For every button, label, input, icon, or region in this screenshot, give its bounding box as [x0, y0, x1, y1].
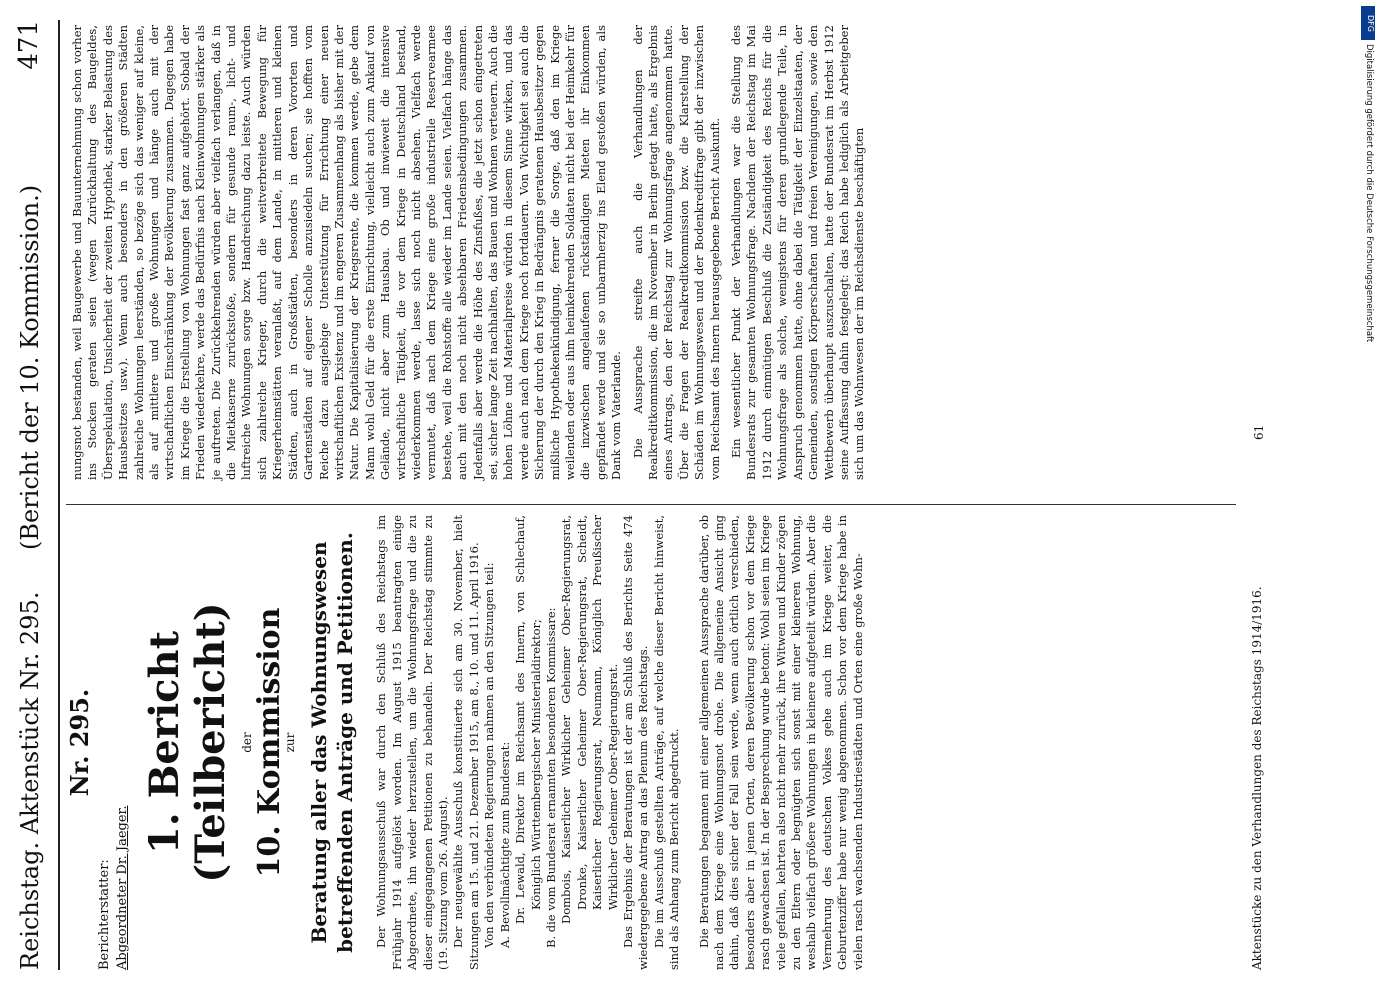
reporter-name: Abgeordneter Dr. Jaeger.	[114, 805, 130, 970]
signature-mark: 61	[1252, 424, 1266, 440]
title-der: der	[240, 732, 255, 753]
reporter-label: Berichterstatter:	[97, 859, 113, 970]
paragraph: Die im Ausschuß gestellten Anträge, auf welche dieser Bericht hinweist, sind als Anhang zum Bericht abgedruckt.	[651, 515, 682, 970]
report-title: 1. Bericht (Teilbericht)	[141, 602, 235, 883]
left-column	[65, 515, 866, 970]
document-number: Nr. 295.	[65, 688, 94, 797]
header-rule	[58, 20, 60, 970]
page-footer: Aktenstücke zu den Verhandlungen des Reichstags 1914/1916.	[1250, 586, 1264, 970]
list-item-b-label: B. die vom Bundesrat ernannten besonderen Kommissare:	[543, 607, 558, 948]
page-number: 471	[14, 20, 44, 70]
title-zur: zur	[283, 732, 298, 753]
commission-title: 10. Kommission	[251, 607, 287, 878]
column-divider	[66, 504, 1236, 505]
paragraph: Das Ergebnis der Beratungen ist der am Schluß des Berichts Seite 474 wiedergegebene Antrag an das Plenum des Reichstags.	[620, 515, 651, 970]
paragraph: Ein wesentlicher Punkt der Verhandlungen war die Stellung des Bundesrats zur gesamten Wohnungsfrage. Nachdem der Reichstag im Mai 1912 durch einmütigen Beschluß die Zuständigkeit des Reichs für die Wohnungsfrage als solche, wenigstens für deren grundlegende Teile, in Anspruch genommen hatte, ohne dabei die Tätigkeit der Einzelstaaten, der Gemeinden, sonstigen Körperschaften und freien Vereinigungen, sowie den Wettbewerb überhaupt auszuschalten, hatte der Bundesrat im Herbst 1912 seine Auffassung dahin festgelegt: das Reich habe lediglich als Arbeitgeber sich um das Wohnwesen der im Reichsdienste beschäftigten	[729, 25, 867, 480]
digitization-credit: Digitalisierung gefördert durch die Deutsche Forschungsgemeinschaft	[1364, 44, 1374, 343]
page-header	[8, 10, 58, 970]
paragraph: Die Beratungen begannen mit einer allgemeinen Aussprache darüber, ob nach dem Kriege eine Wohnungsnot drohe. Die allgemeine Ansicht ging dahin, daß dies sicher der Fall sein werde, wenn auch örtlich verschieden, besonders aber in jenen Orten, deren Bevölkerung schon vor dem Kriege rasch gewachsen ist. In der Besprechung wurde betont: Wohl seien im Kriege viele gefallen, kehrten also nicht mehr zurück, ihre Witwen und Kinder zögen zu den Eltern oder begnügten sich sonst mit einer kleineren Wohnung, weshalb vielfach größere Wohnungen in kleinere aufgeteilt würden. Aber die Vermehrung des deutschen Volkes gehe auch im Kriege weiter, die Geburtenziffer habe nur wenig abgenommen. Schon vor dem Kriege habe in vielen rasch wachsenden Industriestädten und Orten eine große Wohn-	[696, 515, 865, 970]
list-item-b-text: Dombois, Kaiserlicher Wirklicher Geheimer Ober-Regierungsrat, Dronke, Kaiserlicher Geheimer Ober-Regierungsrat, Scheidt, Kaiserlicher Regierungsrat, Neumann, Königlich Preußischer Wirklicher Geheimer Ober-Regierungsrat.	[559, 515, 620, 924]
list-item-a-text: Dr. Lewald, Direktor im Reichsamt des Innern, von Schlechauf, Königlich Württembergischer Ministerialdirektor;	[513, 515, 543, 924]
paragraph: Der neugewählte Ausschuß konstituierte sich am 30. November, hielt Sitzungen am 15. und 21. Dezember 1915, am 8., 10. und 11. April 1916.	[451, 515, 481, 970]
paragraph: Die Aussprache streifte auch die Verhandlungen der Realkreditkommission, die im November in Berlin getagt hatte, als Ergebnis eines Antrags, den der Reichstag zur Wohnungsfrage angenommen hatte. Über die Fragen der Realkreditkommission bzw. die Klarstellung der Schäden im Wohnungswesen und der Bodenkreditfrage gibt der inzwischen vom Reichsamt des Innern herausgegebene Bericht Auskunft.	[630, 25, 722, 480]
header-left: Reichstag. Aktenstück Nr. 295.	[16, 591, 44, 970]
dfg-logo: DFG	[1361, 6, 1375, 40]
paragraph: Von den verbündeten Regierungen nahmen an den Sitzungen teil:	[482, 562, 497, 948]
right-column	[70, 25, 868, 480]
report-subtitle: Beratung aller das Wohnungswesen betreffenden Anträge und Petitionen.	[307, 532, 358, 953]
paragraph: nungsnot bestanden, weil Baugewerbe und Bauunternehmung schon vorher ins Stocken geraten seien (wegen Zurückhaltung des Baugeldes, Überspekulation, Unsicherheit der zweiten Hypothek, starker Belastung des Hausbesitzes usw.). Wenn auch besonders in den größeren Städten zahlreiche Wohnungen leerständen, so bezöge sich das weniger auf kleine, als auf mittlere und große Wohnungen und hänge auch mit der wirtschaftlichen Einschränkung der Bevölkerung zusammen. Dagegen habe im Kriege die Erstellung von Wohnungen fast ganz aufgehört. Sobald der Frieden wiederkehre, werde das Bedürfnis nach Kleinwohnungen stärker als je auftreten. Die Zurückkehrenden würden aber vielfach verlangen, daß in die Mietkaserne zurückstoße, sondern für gesunde raum-, licht- und luftreiche Wohnungen sorge bzw. Handreichung dazu leiste. Auch würden sich zahlreiche Krieger, durch die weitverbreitete Bewegung für Kriegerheimstätten veranlaßt, auf dem Lande, in mittleren und kleinen Städten, auch in Großstädten, besonders in deren Vororten und Gartenstädten auf eigener Scholle anzusiedeln suchen; sie hofften vom Reiche dazu ausgiebige Unterstützung für Errichtung einer neuen wirtschaftlichen Existenz und im engeren Zusammenhang als bisher mit der Natur. Die Kapitalisierung der Kriegsrente, die kommen werde, gebe dem Mann wohl Geld für die erste Einrichtung, vielleicht auch zum Ankauf von Gelände, nicht aber zum Hausbau. Ob und inwieweit die intensive wirtschaftliche Tätigkeit, die vor dem Kriege in Deutschland bestand, wiederkommen werde, lasse sich noch nicht absehen. Vielfach werde vermutet, daß nach dem Kriege eine große industrielle Reservearmee bestehe, weil die Rohstoffe alle wieder im Lande seien. Vielfach hänge das auch mit den noch nicht absehbaren Friedensbedingungen zusammen. Jedenfalls aber werde die Höhe des Zinsfußes, die jetzt schon eingetreten sei, sicher lange Zeit nachhalten, das Bauen und Wohnen verteuern. Auch die hohen Löhne und Materialpreise würden in diesem Sinne wirken, und das werde auch nach dem Kriege noch fortdauern. Von Wichtigkeit sei auch die Sicherung der durch den Krieg in Bedrängnis geratenen Hausbesitzer gegen mißliche Hypothekenkündigung, ferner die Sorge, daß den im Kriege weilenden oder aus ihm heimkehrenden Soldaten nicht bei der Heimkehr für die inzwischen angelaufenen rückständigen Mieten ihr Einkommen gepfändet werde und sie so unbarmherzig ins Elend gestoßen würden, als Dank vom Vaterlande.	[70, 25, 624, 480]
list-item-a-label: A. Bevollmächtigte zum Bundesrat:	[497, 741, 512, 948]
header-center: (Bericht der 10. Kommission.)	[16, 184, 44, 550]
paragraph: Der Wohnungsausschuß war durch den Schluß des Reichstags im Frühjahr 1914 aufgelöst worden. Im August 1915 beantragten einige Abgeordnete, ihn wieder herzustellen, um die Wohnungsfrage und die zu dieser eingegangenen Petitionen zu behandeln. Der Reichstag stimmte zu (19. Sitzung vom 26. August).	[374, 515, 451, 970]
